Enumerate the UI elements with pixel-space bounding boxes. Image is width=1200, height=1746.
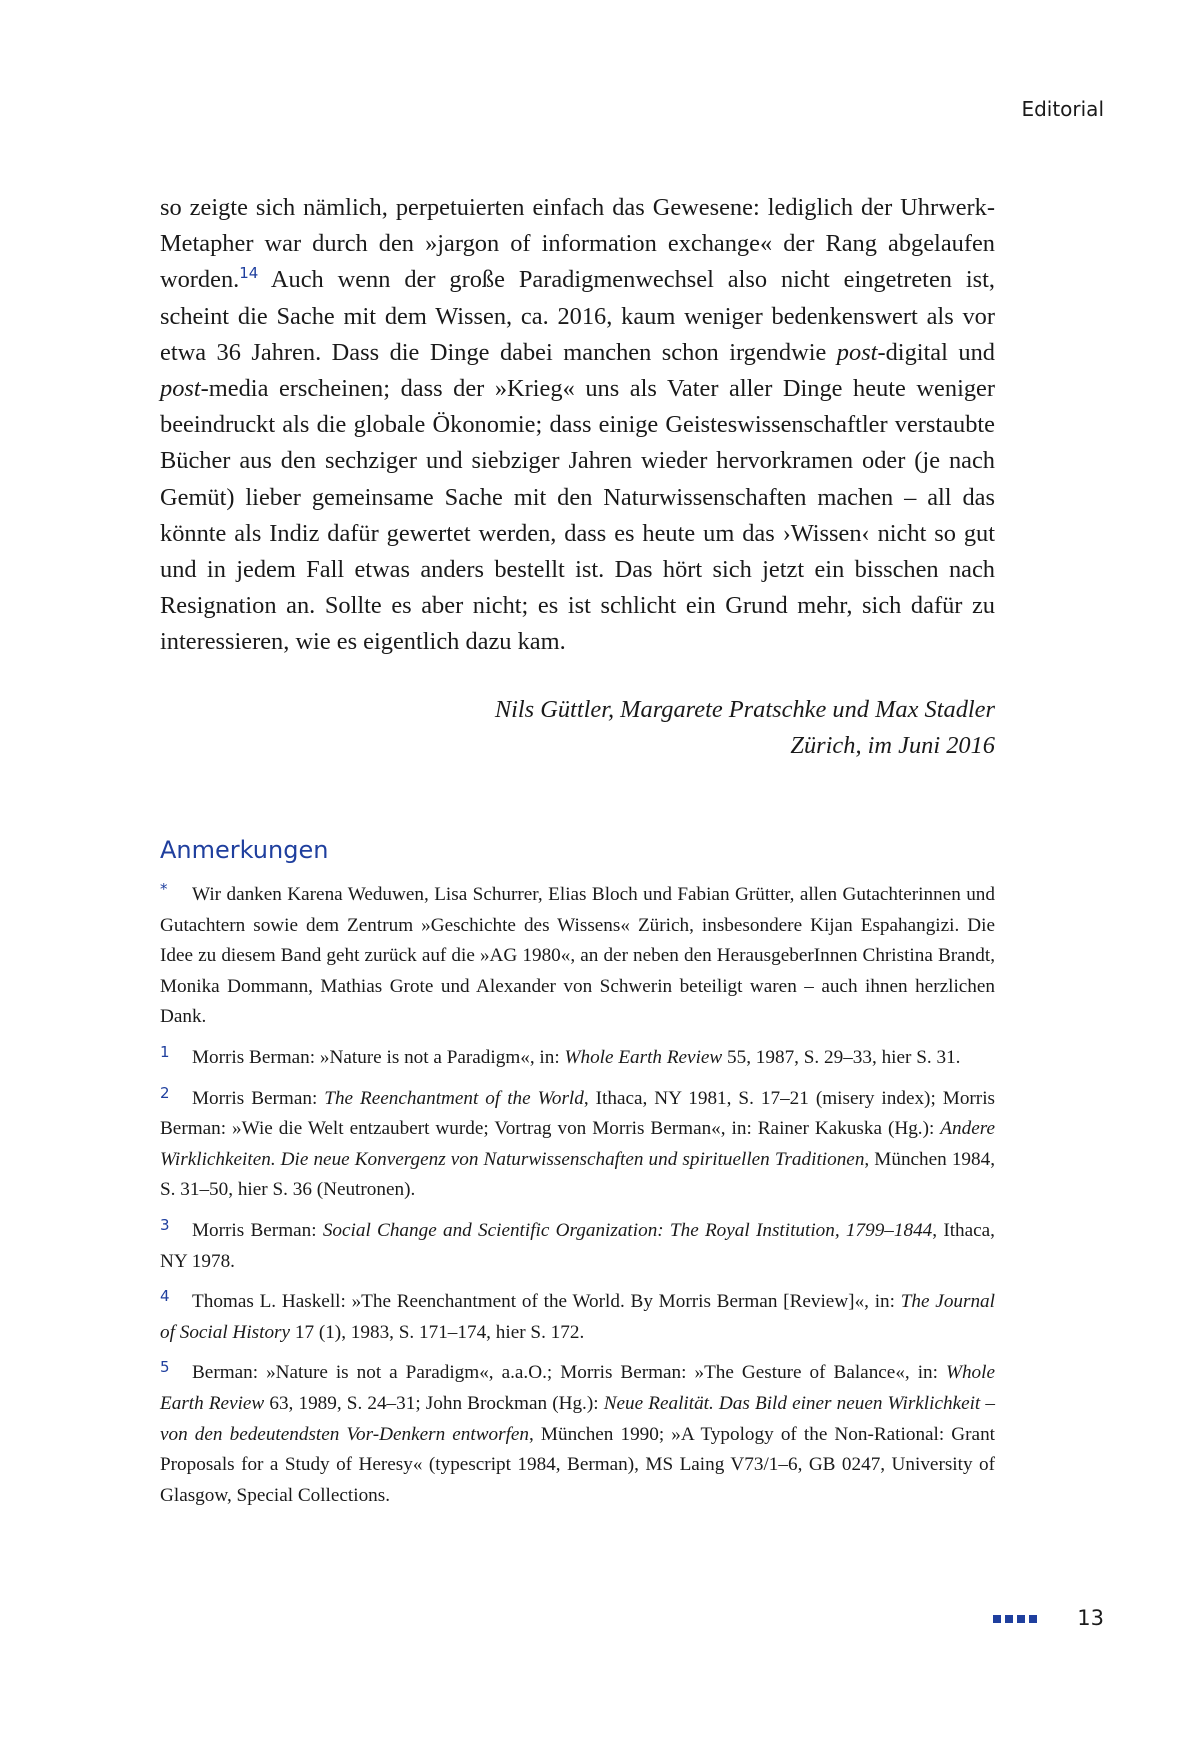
note-4: 4 Thomas L. Haskell: »The Reenchantment of the World. By Morris Berman [Review]«, in: The Journal of Social History 17 (1), 1983, S. 171–174, hier S. 172. bbox=[160, 1287, 995, 1343]
note-text: 63, 1989, S. 24–31; John Brockman (Hg.): bbox=[264, 1392, 604, 1414]
note-text: 17 (1), 1983, S. 171–174, hier S. 172. bbox=[290, 1321, 585, 1343]
note-title: The Reenchantment of the World bbox=[324, 1087, 584, 1109]
body-text-segment: -digital und bbox=[877, 338, 995, 366]
note-3: 3 Morris Berman: Social Change and Scientific Organization: The Royal Institution, 1799–1844, Ithaca, NY 1978. bbox=[160, 1215, 995, 1272]
page-number: 13 bbox=[1077, 1606, 1104, 1630]
note-1: 1 Morris Berman: »Nature is not a Paradigm«, in: Whole Earth Review 55, 1987, S. 29–33, hier S. 31. bbox=[160, 1042, 961, 1068]
note-title: Neue Realität. Das Bild einer neuen Wirklichkeit – von den bedeutendsten Vor-Denkern entworfen bbox=[160, 1392, 995, 1445]
note-text: , München 1990; »A Typology of the Non-Rational: Grant Proposals for a Study of Heresy« (typescript 1984, Berman), MS Laing V73/1–6, GB 0247, University of Glasgow, Special Collections. bbox=[160, 1423, 995, 1506]
square-icon bbox=[1017, 1615, 1025, 1623]
body-text-segment: so zeigte sich nämlich, perpetuierten einfach das Gewesene: lediglich der Uhrwerk-Metapher war durch den »jargon of information exchange« der Rang abgelaufen worden. bbox=[160, 194, 995, 294]
note-text: Wir danken Karena Weduwen, Lisa Schurrer, Elias Bloch und Fabian Grütter, allen Gutachterinnen und Gutachtern sowie dem Zentrum »Geschichte des Wissens« Zürich, insbesondere Kijan Espahangizi. Die Idee zu diesem Band geht zurück auf die »AG 1980«, an der neben den HerausgeberInnen Christina Brandt, Monika Dommann, Mathias Grote und Alexander von Schwerin beteiligt waren – auch ihnen herzlichen Dank. bbox=[160, 884, 995, 1028]
emphasis-post: post bbox=[836, 338, 878, 366]
footnote-reference-14[interactable]: 14 bbox=[239, 264, 259, 283]
body-text-segment: -media erscheinen; dass der »Krieg« uns als Vater aller Dinge heute weniger beeindruckt als die globale Ökonomie; dass einige Geisteswissenschaftler verstaubte Bücher aus den sechziger und siebziger Jahren wieder hervorkramen oder (je nach Gemüt) lieber gemeinsame Sache mit den Naturwissenschaften machen – all das könnte als Indiz dafür gewertet werden, dass es heute um das ›Wissen‹ nicht so gut und in jedem Fall etwas anders bestellt ist. Das hört sich jetzt ein bisschen nach Resignation an. Sollte es aber nicht; es ist schlicht ein Grund mehr, sich dafür zu interessieren, wie es eigentlich dazu kam. bbox=[160, 375, 995, 656]
note-text: Morris Berman: »Nature is not a Paradigm«, in: bbox=[192, 1046, 565, 1068]
signature-place-date: Zürich, im Juni 2016 bbox=[790, 732, 995, 759]
note-text: 55, 1987, S. 29–33, hier S. 31. bbox=[722, 1046, 961, 1068]
footer-squares-ornament bbox=[993, 1615, 1037, 1623]
note-2: 2 Morris Berman: The Reenchantment of the World, Ithaca, NY 1981, S. 17–21 (misery index); Morris Berman: »Wie die Welt entzaubert wurde; Vortrag von Morris Berman«, in: Rainer Kakuska (Hg.): Andere Wirklichkeiten. Die neue Konvergenz von Naturwissenschaften und spirituellen Traditionen, München 1984, S. 31–50, hier S. 36 (Neutronen). bbox=[160, 1083, 996, 1201]
signature-authors: Nils Güttler, Margarete Pratschke und Max Stadler bbox=[494, 696, 995, 723]
note-text: , München 1984, S. 31–50, hier S. 36 (Neutronen). bbox=[160, 1148, 996, 1201]
emphasis-post: post bbox=[160, 375, 201, 403]
square-icon bbox=[993, 1615, 1001, 1623]
note-title: Andere Wirklichkeiten. Die neue Konvergenz von Naturwissenschaften und spirituellen Traditionen bbox=[160, 1118, 995, 1170]
square-icon bbox=[1029, 1615, 1037, 1623]
body-text-segment: Auch wenn der große Paradigmenwechsel also nicht eingetreten ist, scheint die Sache mit dem Wissen, ca. 2016, kaum weniger bedenkenswert als vor etwa 36 Jahren. Dass die Dinge dabei manchen schon irgendwie bbox=[160, 266, 995, 366]
note-text: Berman: »Nature is not a Paradigm«, a.a.O.; Morris Berman: »The Gesture of Balance«, in: bbox=[192, 1362, 946, 1384]
note-text: , Ithaca, NY 1978. bbox=[160, 1219, 995, 1272]
notes-list bbox=[160, 880, 995, 1521]
note-text: Morris Berman: bbox=[192, 1219, 323, 1241]
note-title: Whole Earth Review bbox=[564, 1046, 723, 1068]
body-paragraph bbox=[160, 190, 995, 661]
note-asterisk: * Wir danken Karena Weduwen, Lisa Schurrer, Elias Bloch und Fabian Grütter, allen Gutachterinnen und Gutachtern sowie dem Zentrum »Geschichte des Wissens« Zürich, insbesondere Kijan Espahangizi. Die Idee zu diesem Band geht zurück auf die »AG 1980«, an der neben den HerausgeberInnen Christina Brandt, Monika Dommann, Mathias Grote und Alexander von Schwerin beteiligt waren – auch ihnen herzlichen Dank. bbox=[160, 880, 995, 1028]
note-text: , Ithaca, NY 1981, S. 17–21 (misery index); Morris Berman: »Wie die Welt entzaubert wurde; Vortrag von Morris Berman«, in: Rainer Kakuska (Hg.): bbox=[160, 1087, 995, 1140]
notes-heading: Anmerkungen bbox=[160, 836, 329, 864]
note-title: Social Change and Scientific Organization: The Royal Institution, 1799–1844 bbox=[322, 1219, 933, 1241]
square-icon bbox=[1005, 1615, 1013, 1623]
note-text: Morris Berman: bbox=[192, 1087, 325, 1109]
signature bbox=[495, 692, 995, 764]
note-title: The Journal of Social History bbox=[160, 1291, 995, 1343]
body-text bbox=[160, 190, 995, 661]
note-title: Whole Earth Review bbox=[160, 1362, 995, 1414]
running-head: Editorial bbox=[1021, 97, 1104, 121]
note-text: Thomas L. Haskell: »The Reenchantment of the World. By Morris Berman [Review]«, in: bbox=[192, 1291, 901, 1313]
note-5: 5 Berman: »Nature is not a Paradigm«, a.a.O.; Morris Berman: »The Gesture of Balance«, in: Whole Earth Review 63, 1989, S. 24–31; John Brockman (Hg.): Neue Realität. Das Bild einer neuen Wirklichkeit – von den bedeutendsten Vor-Denkern entworfen, München 1990; »A Typology of the Non-Rational: Grant Proposals for a Study of Heresy« (typescript 1984, Berman), MS Laing V73/1–6, GB 0247, University of Glasgow, Special Collections. bbox=[160, 1358, 995, 1506]
